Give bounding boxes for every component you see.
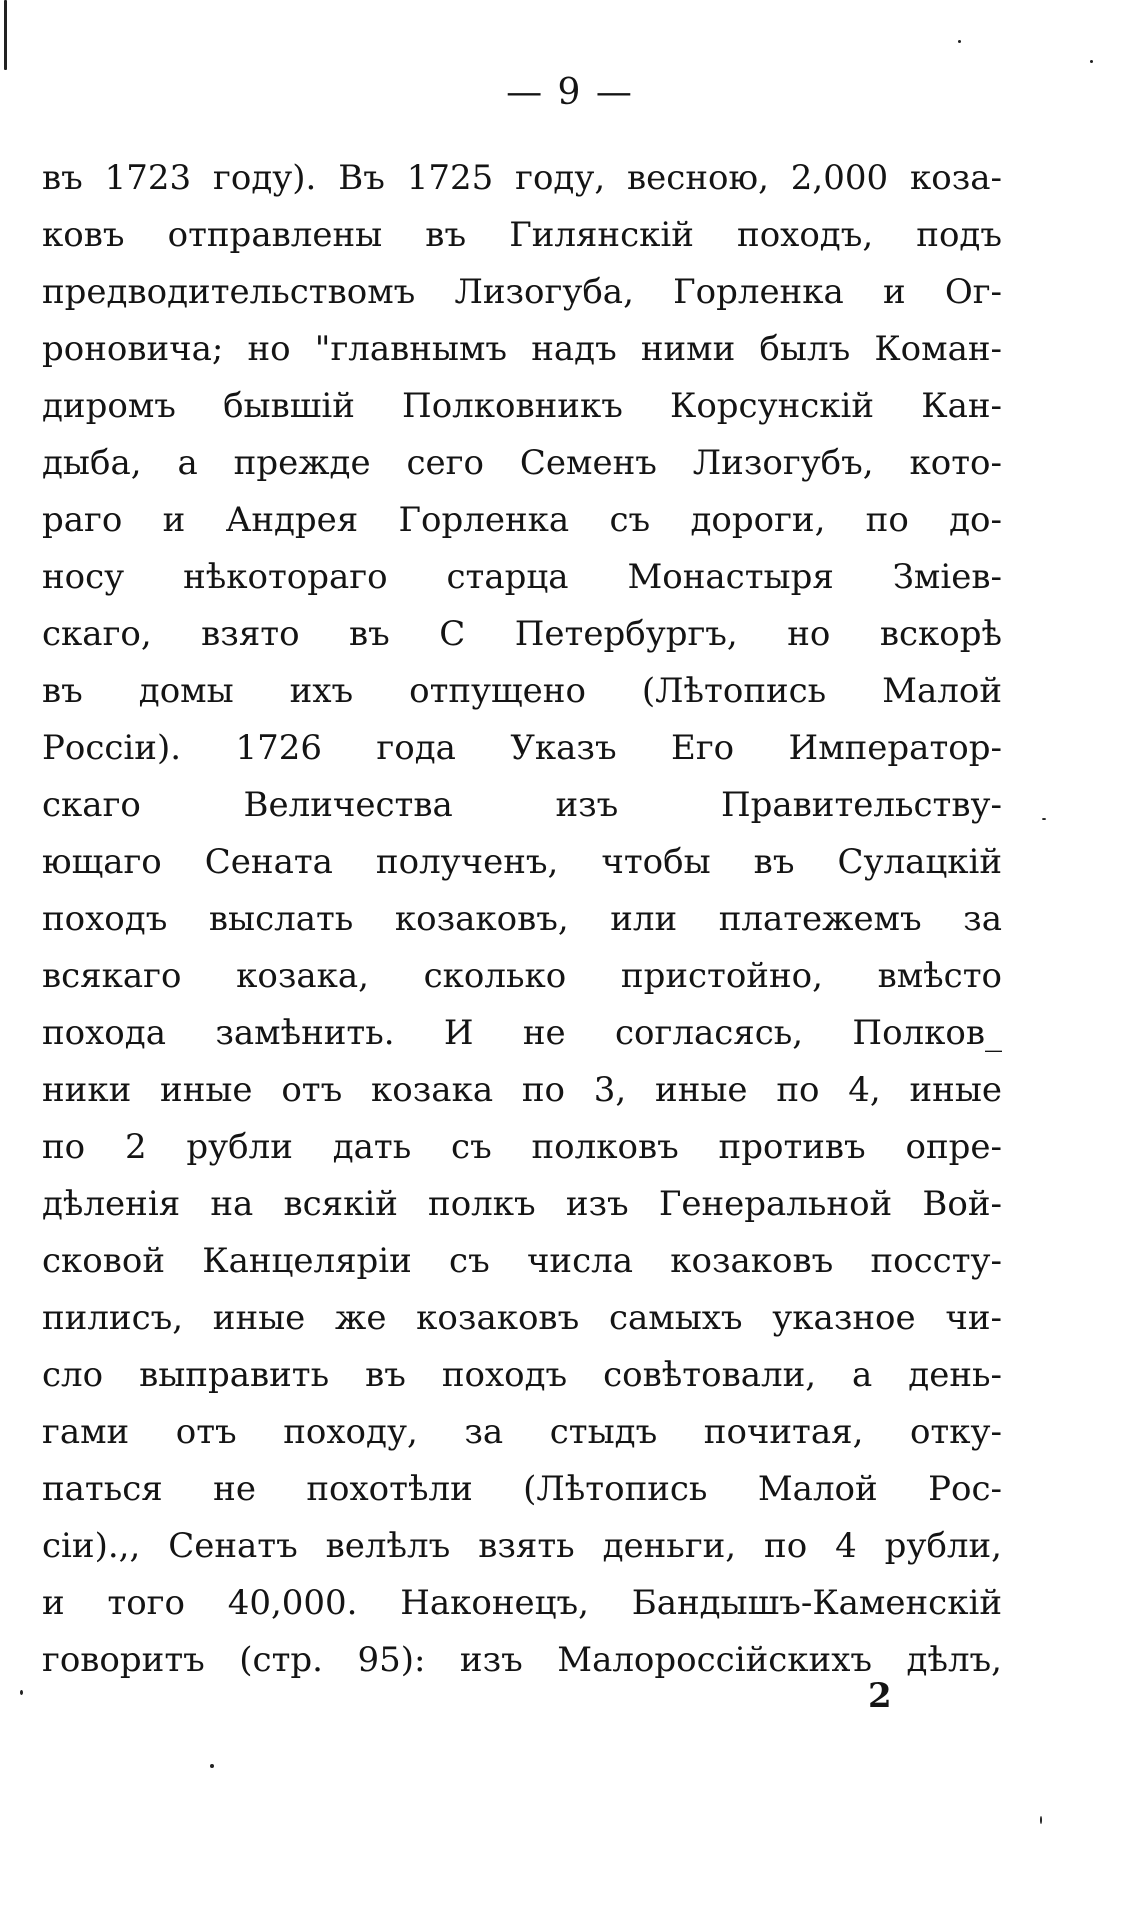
text-line: предводительствомъ Лизогуба, Горленка и Ог- <box>42 272 1002 312</box>
page-number: — 9 — <box>506 72 634 113</box>
text-line: и того 40,000. Наконецъ, Бандышъ-Каменскій <box>42 1583 1002 1623</box>
text-line: сіи).,, Сенатъ велѣлъ взять деньги, по 4 рубли, <box>42 1526 1002 1566</box>
scan-speck <box>1090 60 1093 63</box>
text-line: паться не похотѣли (Лѣтопись Малой Рос- <box>42 1469 1002 1509</box>
text-line: по 2 рубли дать съ полковъ противъ опре- <box>42 1127 1002 1167</box>
text-line: походъ выслать козаковъ, или платежемъ за <box>42 899 1002 939</box>
text-line: въ домы ихъ отпущено (Лѣтопись Малой <box>42 671 1002 711</box>
text-line: сло выправить въ походъ совѣтовали, а день- <box>42 1355 1002 1395</box>
scan-speck <box>1042 818 1046 820</box>
scan-speck <box>4 0 7 70</box>
scan-speck <box>958 40 961 43</box>
text-line: дыба, а прежде сего Семенъ Лизогубъ, кото- <box>42 443 1002 483</box>
text-line: сковой Канцеляріи съ числа козаковъ поссту- <box>42 1241 1002 1281</box>
text-line: ковъ отправлены въ Гилянскій походъ, подъ <box>42 215 1002 255</box>
text-line: скаго, взято въ С Петербургъ, но вскорѣ <box>42 614 1002 654</box>
text-line: диромъ бывшій Полковникъ Корсунскій Кан- <box>42 386 1002 426</box>
text-line: ющаго Сената полученъ, чтобы въ Сулацкій <box>42 842 1002 882</box>
text-line: дѣленія на всякій полкъ изъ Генеральной Вой- <box>42 1184 1002 1224</box>
scan-speck <box>1040 1816 1042 1824</box>
text-line: говоритъ (стр. 95): изъ Малороссійскихъ дѣлъ, <box>42 1640 1002 1680</box>
scan-speck <box>210 1764 214 1768</box>
text-line: ники иные отъ козака по 3, иные по 4, иные <box>42 1070 1002 1110</box>
text-line: раго и Андрея Горленка съ дороги, по до- <box>42 500 1002 540</box>
text-line: пилисъ, иные же козаковъ самыхъ указное чи- <box>42 1298 1002 1338</box>
text-line: носу нѣкотораго старца Монастыря Зміев- <box>42 557 1002 597</box>
text-line: роновича; но "главнымъ надъ ними былъ Коман- <box>42 329 1002 369</box>
text-line: скаго Величества изъ Правительству- <box>42 785 1002 825</box>
text-line: Россіи). 1726 года Указъ Его Император- <box>42 728 1002 768</box>
scan-speck <box>20 1690 23 1695</box>
text-line: похода замѣнить. И не согласясь, Полков_ <box>42 1013 1002 1053</box>
text-line: гами отъ походу, за стыдъ почитая, отку- <box>42 1412 1002 1452</box>
text-line: всякаго козака, сколько пристойно, вмѣсто <box>42 956 1002 996</box>
text-line: въ 1723 году). Въ 1725 году, весною, 2,000 коза- <box>42 158 1002 198</box>
body-text <box>42 150 1002 1689</box>
signature-mark: 2 <box>868 1676 892 1716</box>
